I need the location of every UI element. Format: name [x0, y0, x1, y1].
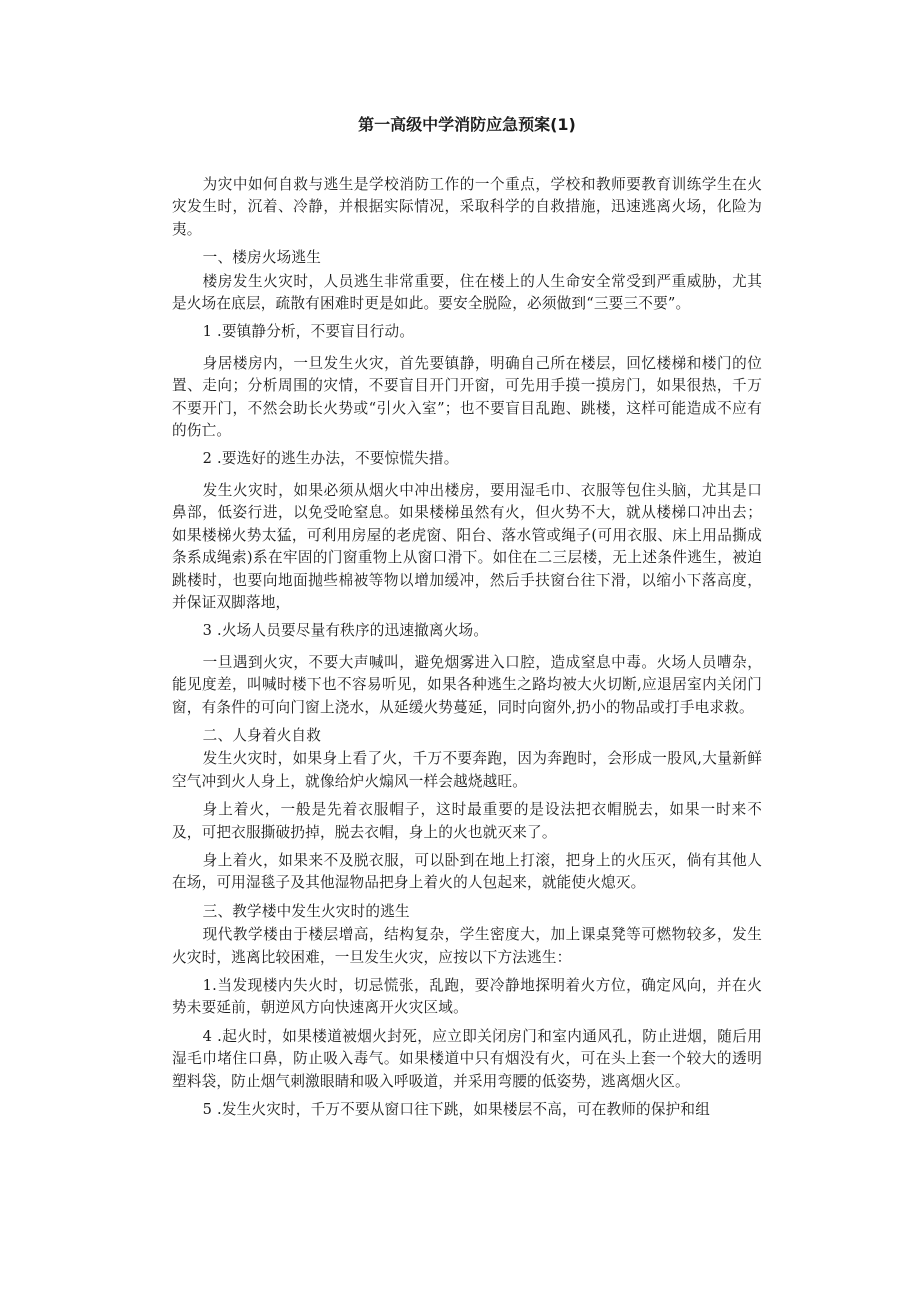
paragraph: 一旦遇到火灾，不要大声喊叫，避免烟雾进入口腔，造成窒息中毒。火场人员嘈杂，能见度差，叫喊时楼下也不容易听见，如果各种逃生之路均被大火切断,应退居室内关闭门窗，有条件的可向门窗上浇水，从延缓火势蔓延，同时向窗外,扔小的物品或打手电求救。: [172, 653, 762, 716]
numbered-item: 3 .火场人员要尽量有秩序的迅速撤离火场。: [202, 622, 489, 640]
paragraph: 身居楼房内，一旦发生火灾，首先要镇静，明确自己所在楼层，回忆楼梯和楼门的位置、走向；分析周围的灾情，不要盲目开门开窗，可先用手摸一摸房门，如果很热，千万不要开门，不然会助长火势或“引火入室”；也不要盲目乱跑、跳楼，这样可能造成不应有的伤亡。: [172, 354, 762, 440]
section-heading: 二、人身着火自救: [202, 726, 322, 744]
numbered-item: 4 .起火时，如果楼道被烟火封死，应立即关闭房门和室内通风孔，防止进烟，随后用湿毛巾堵住口鼻，防止吸入毒气。如果楼道中只有烟没有火，可在头上套一个较大的透明塑料袋，防止烟气刺激眼睛和吸入呼吸道，并采用弯腰的低姿势，逃离烟火区。: [172, 1027, 762, 1090]
numbered-item: 1.当发现楼内失火时，切忌慌张，乱跑，要冷静地探明着火方位，确定风向，并在火势未要延前，朝逆风方向快速离开火灾区域。: [172, 977, 762, 1017]
numbered-item: 2 .要选好的逃生办法，不要惊慌失措。: [202, 450, 459, 468]
paragraph: 身上着火，如果来不及脱衣服，可以卧到在地上打滚，把身上的火压灭，倘有其他人在场，可用湿毯子及其他湿物品把身上着火的人包起来，就能使火熄灭。: [172, 851, 762, 892]
paragraph: 楼房发生火灾时，人员逃生非常重要，住在楼上的人生命安全常受到严重威胁，尤其是火场在底层，疏散有困难时更是如此。要安全脱险，必须做到“三要三不要”。: [172, 272, 762, 313]
paragraph: 发生火灾时，如果身上看了火，千万不要奔跑，因为奔跑时，会形成一股风,大量新鲜空气冲到火人身上，就像给炉火煽风一样会越烧越旺。: [172, 750, 762, 790]
section-heading: 三、教学楼中发生火灾时的逃生: [202, 902, 410, 920]
section-heading: 一、楼房火场逃生: [202, 249, 322, 267]
paragraph: 为灾中如何自救与逃生是学校消防工作的一个重点，学校和教师要教育训练学生在火灾发生时，沉着、冷静，并根据实际情况，采取科学的自救措施，迅速逃离火场，化险为夷。: [172, 176, 762, 238]
numbered-item: 5 .发生火灾时，千万不要从窗口往下跳，如果楼层不高，可在教师的保护和组: [202, 1101, 711, 1119]
paragraph: 身上着火，一般是先着衣服帽子，这时最重要的是设法把衣帽脱去，如果一时来不及，可把衣服撕破扔掉，脱去衣帽，身上的火也就灭来了。: [172, 801, 762, 841]
paragraph: 发生火灾时，如果必须从烟火中冲出楼房，要用湿毛巾、衣服等包住头脑，尤其是口鼻部，低姿行进，以免受呛窒息。如果楼梯虽然有火，但火势不大，就从楼梯口冲出去；如果楼梯火势太猛，可利用房屋的老虎窗、阳台、落水管或绳子(可用衣服、床上用品撕成条系成绳索)系在牢固的门窗重物上从窗口滑下。如住在二三层楼，无上述条件逃生，被迫跳楼时，也要向地面抛些棉被等物以增加缓冲，然后手扶窗台往下滑，以缩小下落高度，并保证双脚落地，: [172, 481, 762, 611]
document-title: 第一高级中学消防应急预案(1): [358, 115, 576, 134]
document-body: [172, 174, 762, 1122]
paragraph: 现代教学楼由于楼层增高，结构复杂，学生密度大，加上课桌凳等可燃物较多，发生火灾时，逃离比较困难，一旦发生火灾，应按以下方法逃生：: [172, 926, 762, 966]
numbered-item: 1 .要镇静分析，不要盲目行动。: [202, 323, 415, 341]
